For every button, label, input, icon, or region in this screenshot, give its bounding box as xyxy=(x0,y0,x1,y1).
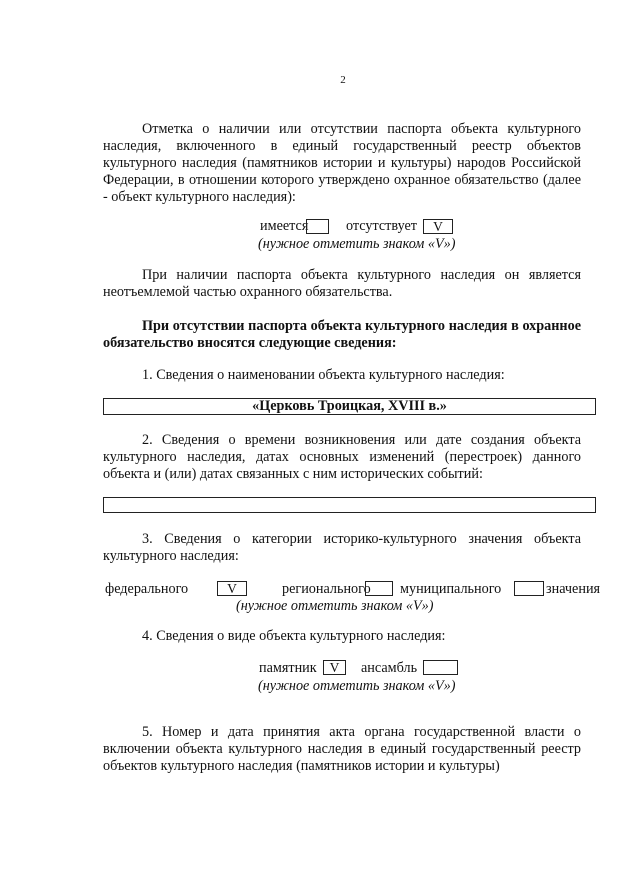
item3-label: 3. Сведения о категории историко-культурного значения объекта культурного наследия: xyxy=(103,531,581,564)
item2-label: 2. Сведения о времени возникновения или дате создания объекта культурного наследия, датах основных изменений (перестроек) данного объекта и (или) датах связанных с ним исторических событий: xyxy=(103,432,581,482)
passport-note: (нужное отметить знаком «V») xyxy=(258,236,456,252)
regional-checkbox[interactable] xyxy=(365,581,393,596)
federal-checkbox[interactable]: V xyxy=(217,581,247,596)
ensemble-checkbox[interactable] xyxy=(423,660,458,675)
passport-has-label: имеется xyxy=(260,218,309,234)
item1-label: 1. Сведения о наименовании объекта культурного наследия: xyxy=(142,367,505,383)
present-paragraph: При наличии паспорта объекта культурного наследия он является неотъемлемой частью охранного обязательства. xyxy=(103,267,581,300)
item1-field[interactable] xyxy=(103,398,596,415)
ensemble-label: ансамбль xyxy=(361,660,418,676)
municipal-checkbox[interactable] xyxy=(514,581,544,596)
monument-label: памятник xyxy=(259,660,317,676)
federal-label: федерального xyxy=(105,581,189,597)
item5-label: 5. Номер и дата принятия акта органа государственной власти о включении объекта культурного наследия в единый государственный реестр объектов культурного наследия (памятников истории и культуры) xyxy=(103,724,581,774)
regional-label: регионального xyxy=(282,581,371,597)
significance-suffix: значения xyxy=(546,581,601,597)
item2-field[interactable] xyxy=(103,497,596,513)
municipal-label: муниципального xyxy=(400,581,502,597)
item4-note: (нужное отметить знаком «V») xyxy=(258,678,456,694)
absent-paragraph: При отсутствии паспорта объекта культурного наследия в охранное обязательство вносятся следующие сведения: xyxy=(103,318,581,351)
page-number: 2 xyxy=(340,74,346,86)
passport-absent-checkbox[interactable]: V xyxy=(423,219,453,234)
item4-label: 4. Сведения о виде объекта культурного наследия: xyxy=(142,628,446,644)
monument-checkbox[interactable]: V xyxy=(323,660,346,675)
object-name-value: «Церковь Троицкая, XVIII в.» xyxy=(252,398,447,414)
intro-paragraph: Отметка о наличии или отсутствии паспорта объекта культурного наследия, включенного в единый государственный реестр объектов культурного наследия (памятников истории и культуры) народов Российской Федерации, в отношении которого утверждено охранное обязательство (далее - объект культурного наследия): xyxy=(103,121,581,205)
passport-has-checkbox[interactable] xyxy=(306,219,329,234)
passport-absent-label: отсутствует xyxy=(346,218,417,234)
item3-note: (нужное отметить знаком «V») xyxy=(236,598,434,614)
